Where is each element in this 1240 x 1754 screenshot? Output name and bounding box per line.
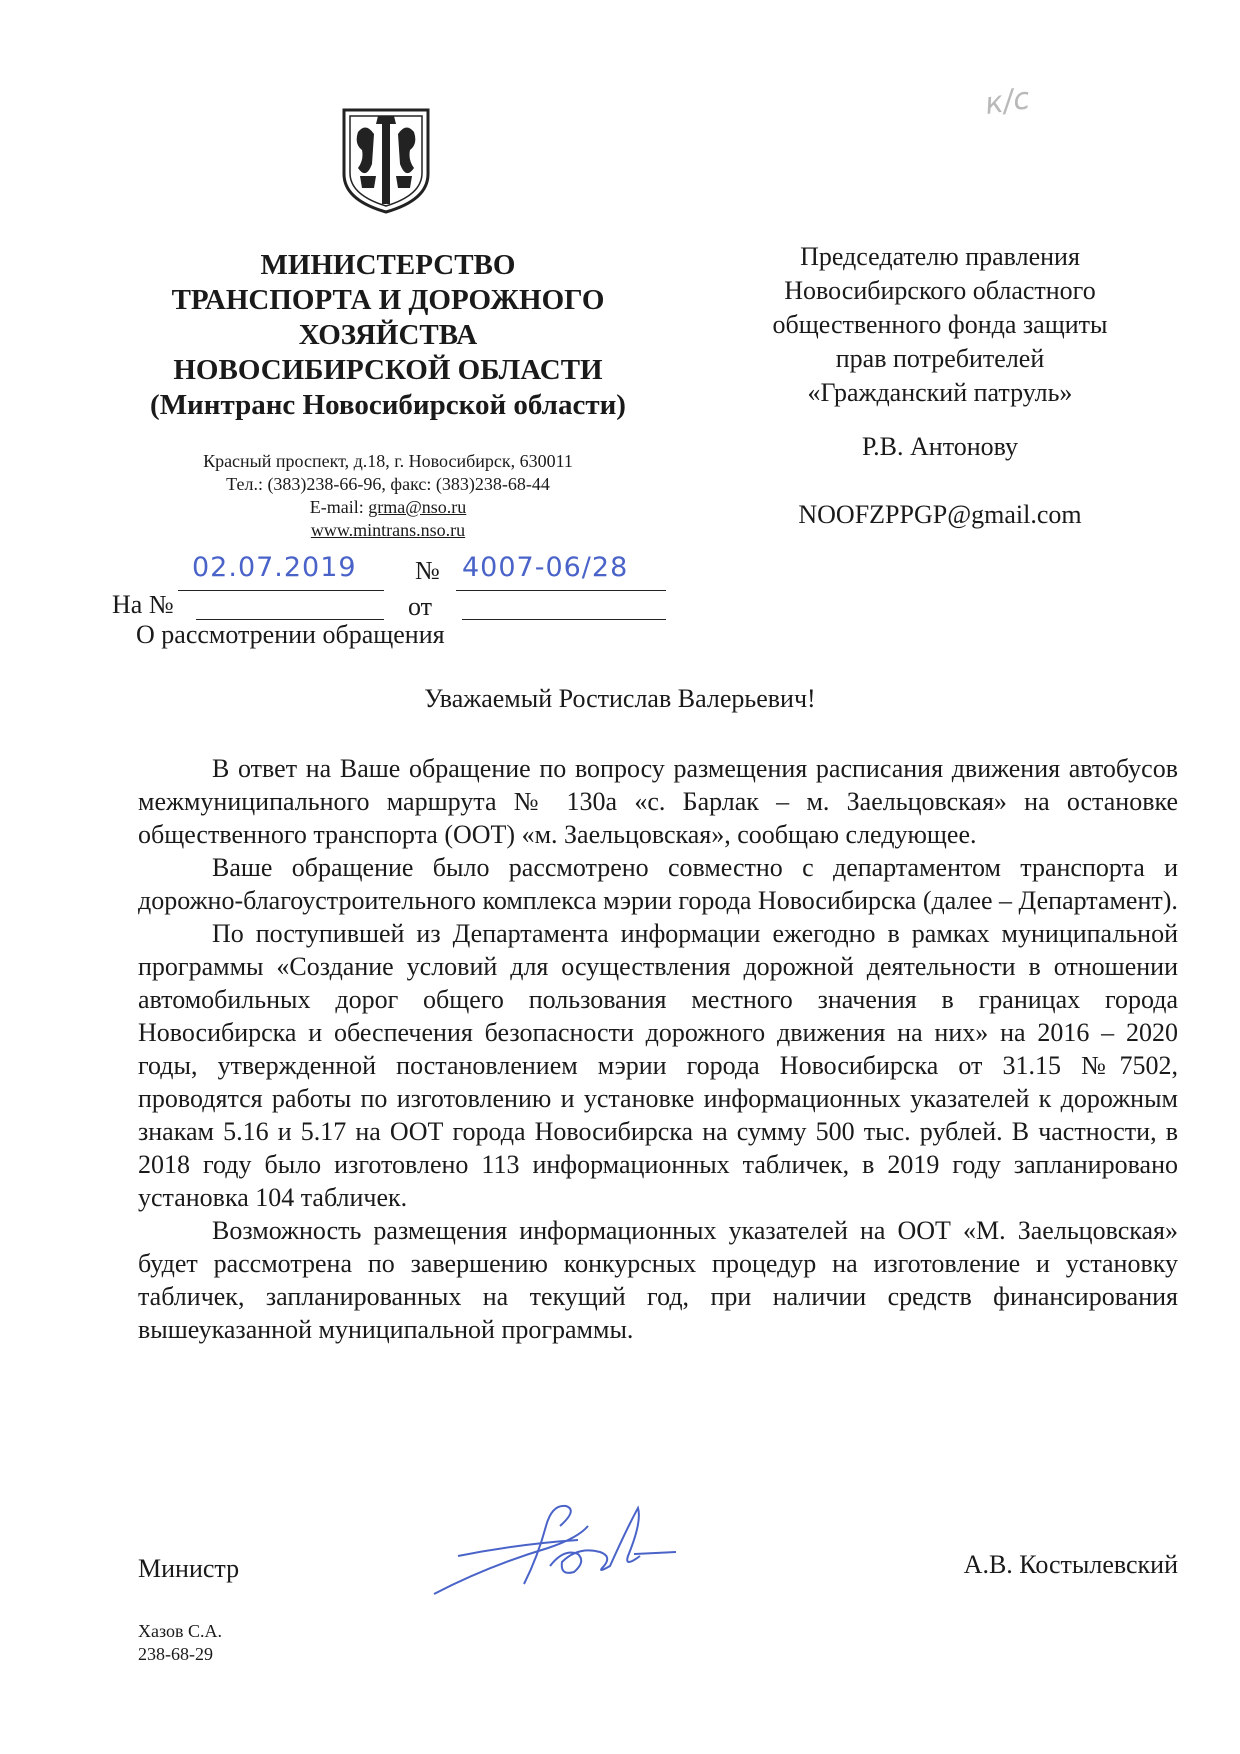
letter-subject: О рассмотрении обращения <box>136 620 445 649</box>
executor-name: Хазов С.А. <box>138 1621 222 1641</box>
ministry-email-link[interactable]: grma@nso.ru <box>368 497 467 517</box>
body-paragraph: Ваше обращение было рассмотрено совместно с департаментом транспорта и дорожно-благоустроительного комплекса мэрии города Новосибирска (далее – Департамент). <box>138 853 1178 915</box>
signatory-role: Министр <box>138 1554 240 1583</box>
addressee-block <box>720 240 1160 532</box>
from-label: от <box>408 592 433 621</box>
coat-of-arms-icon <box>336 104 436 216</box>
body-paragraph: В ответ на Ваше обращение по вопросу размещения расписания движения автобусов межмуниципального маршрута № 130а «с. Барлак – м. Заельцовская» на остановке общественного транспорта (ООТ) «м. Заельцовская», сообщаю следующее. <box>138 754 1178 849</box>
salutation: Уважаемый Ростислав Валерьевич! <box>424 684 816 713</box>
ministry-name-line: ХОЗЯЙСТВА <box>298 319 478 351</box>
outgoing-date: 02.07.2019 <box>192 552 357 583</box>
letter-body <box>138 752 1178 1346</box>
body-paragraph: По поступившей из Департамента информации ежегодно в рамках муниципальной программы «Создание условий для осуществления дорожной деятельности в отношении автомобильных дорог общего пользования местного значения в границах города Новосибирска и обеспечения безопасности дорожного движения на них» на 2016 – 2020 годы, утвержденной постановлением мэрии города Новосибирска от 31.15 №7502, проводятся работы по изготовлению и установке информационных указателей к дорожным знакам 5.16 и 5.17 на ООТ города Новосибирска на сумму 500 тыс. рублей. В частности, в 2018 году было изготовлено 113 информационных табличек, в 2019 году запланировано установка 104 табличек. <box>138 919 1178 1212</box>
signatory-name: А.В. Костылевский <box>963 1550 1178 1579</box>
ministry-contacts <box>128 450 648 542</box>
addressee-line: Председателю правления <box>800 242 1080 271</box>
ministry-name-line: МИНИСТЕРСТВО <box>260 249 516 281</box>
addressee-name: Р.В. Антонову <box>861 432 1019 461</box>
ministry-phone: Тел.: (383)238-66-96, факс: (383)238-68-44 <box>226 474 550 494</box>
ministry-name-block <box>128 248 648 423</box>
number-label: № <box>415 556 440 585</box>
ministry-short-name: (Минтранс Новосибирской области) <box>150 389 626 421</box>
ministry-website-link[interactable]: www.mintrans.nso.ru <box>310 520 466 540</box>
ministry-address: Красный проспект, д.18, г. Новосибирск, 630011 <box>203 451 573 471</box>
reply-number-label: На № <box>112 590 174 619</box>
executor-block <box>138 1620 222 1666</box>
outgoing-number: 4007-06/28 <box>462 552 629 583</box>
date-underline <box>178 590 384 591</box>
ministry-name-line: ТРАНСПОРТА И ДОРОЖНОГО <box>171 284 605 316</box>
number-underline <box>456 590 666 591</box>
handwritten-signature <box>428 1496 688 1606</box>
addressee-line: Новосибирского областного <box>784 276 1096 305</box>
body-paragraph: Возможность размещения информационных указателей на ООТ «М. Заельцовская» будет рассмотрена по завершению конкурсных процедур на изготовление и установку табличек, запланированных на текущий год, при наличии средств финансирования вышеуказанной муниципальной программы. <box>138 1216 1178 1344</box>
reply-date-line <box>462 619 666 620</box>
addressee-line: «Гражданский патруль» <box>807 378 1073 407</box>
corner-handwritten-note: к/с <box>982 81 1032 122</box>
addressee-email: NOOFZPPGP@gmail.com <box>798 500 1082 529</box>
addressee-line: общественного фонда защиты <box>772 310 1108 339</box>
ministry-name-line: НОВОСИБИРСКОЙ ОБЛАСТИ <box>173 354 603 386</box>
addressee-line: прав потребителей <box>835 344 1045 373</box>
executor-phone: 238-68-29 <box>138 1644 213 1664</box>
email-label: E-mail: <box>309 497 369 517</box>
ministry-email-row <box>128 496 648 519</box>
